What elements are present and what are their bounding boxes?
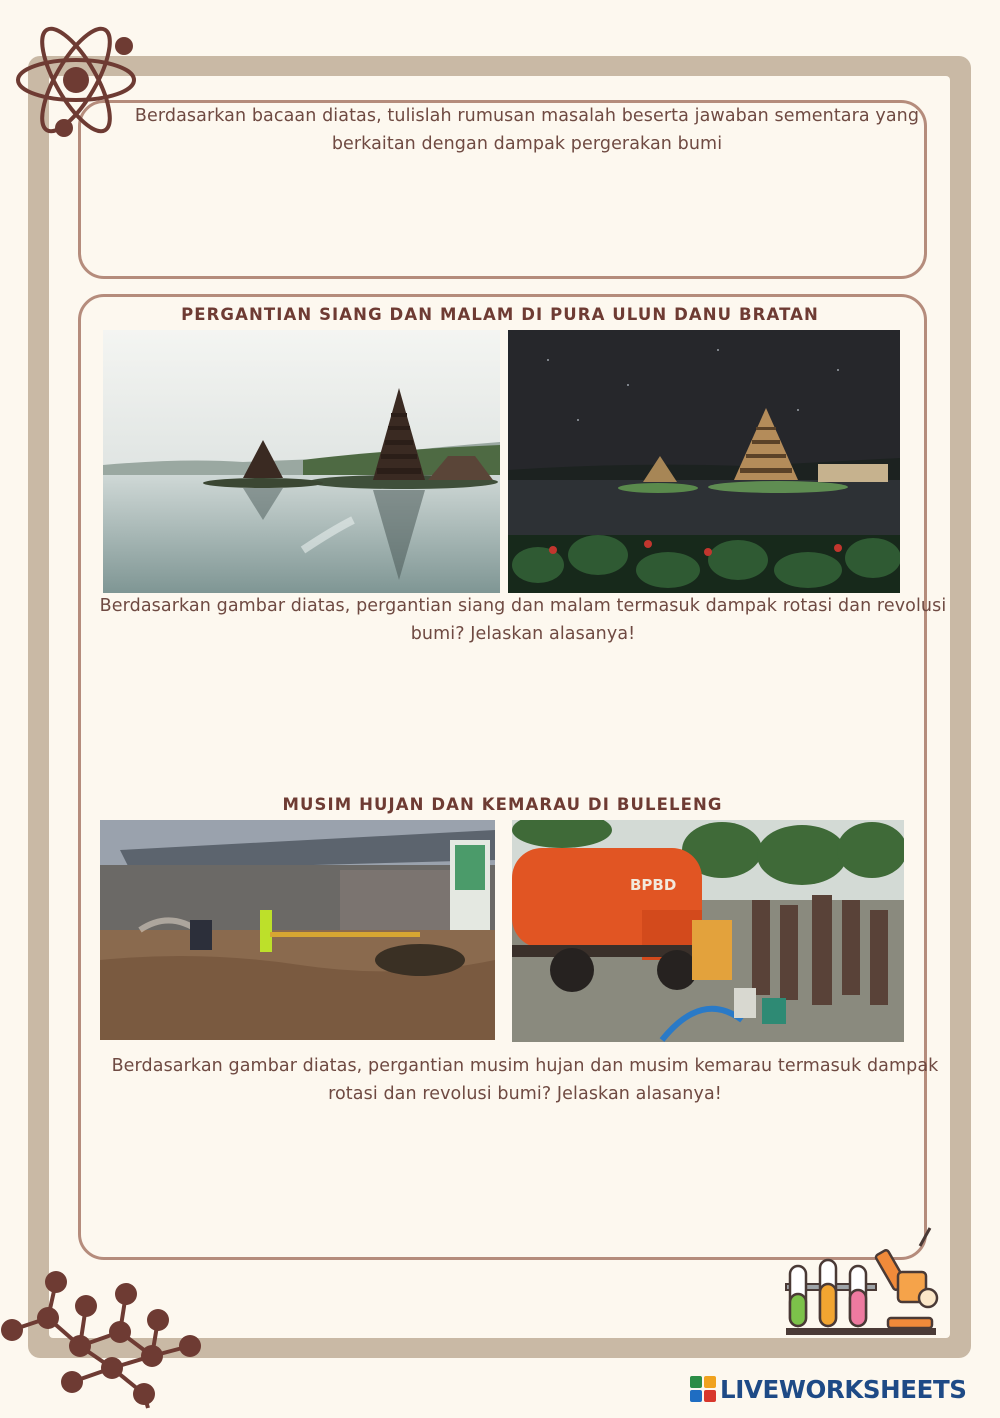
atom-icon <box>14 20 144 140</box>
liveworksheets-logo[interactable] <box>690 1374 967 1404</box>
heading-seasons: MUSIM HUJAN DAN KEMARAU DI BULELENG <box>282 795 723 814</box>
truck-label-text: BPBD <box>630 876 677 894</box>
heading-day-night: PERGANTIAN SIANG DAN MALAM DI PURA ULUN DANU BRATAN <box>181 305 819 324</box>
question-seasons-text: Berdasarkan gambar diatas, pergantian musim hujan dan musim kemarau termasuk dampak rotasi dan revolusi bumi? Jelaskan alasanya! <box>111 1056 939 1104</box>
question-day-night-text: Berdasarkan gambar diatas, pergantian siang dan malam termasuk dampak rotasi dan revolusi bumi? Jelaskan alasanya! <box>99 596 947 644</box>
photo-temple-day <box>103 330 500 593</box>
liveworksheets-brand-text: LIVEWORKSHEETS <box>720 1374 967 1404</box>
photo-rainy-season-flood <box>100 820 495 1040</box>
liveworksheets-logo-icon <box>690 1376 716 1402</box>
laboratory-icon <box>780 1222 945 1337</box>
photo-dry-season-water-truck <box>512 820 904 1042</box>
molecule-icon <box>0 1268 210 1414</box>
photo-temple-night <box>508 330 900 593</box>
question-1-text: Berdasarkan bacaan diatas, tulislah rumusan masalah beserta jawaban sementara yang berkaitan dengan dampak pergerakan bumi <box>134 106 920 154</box>
